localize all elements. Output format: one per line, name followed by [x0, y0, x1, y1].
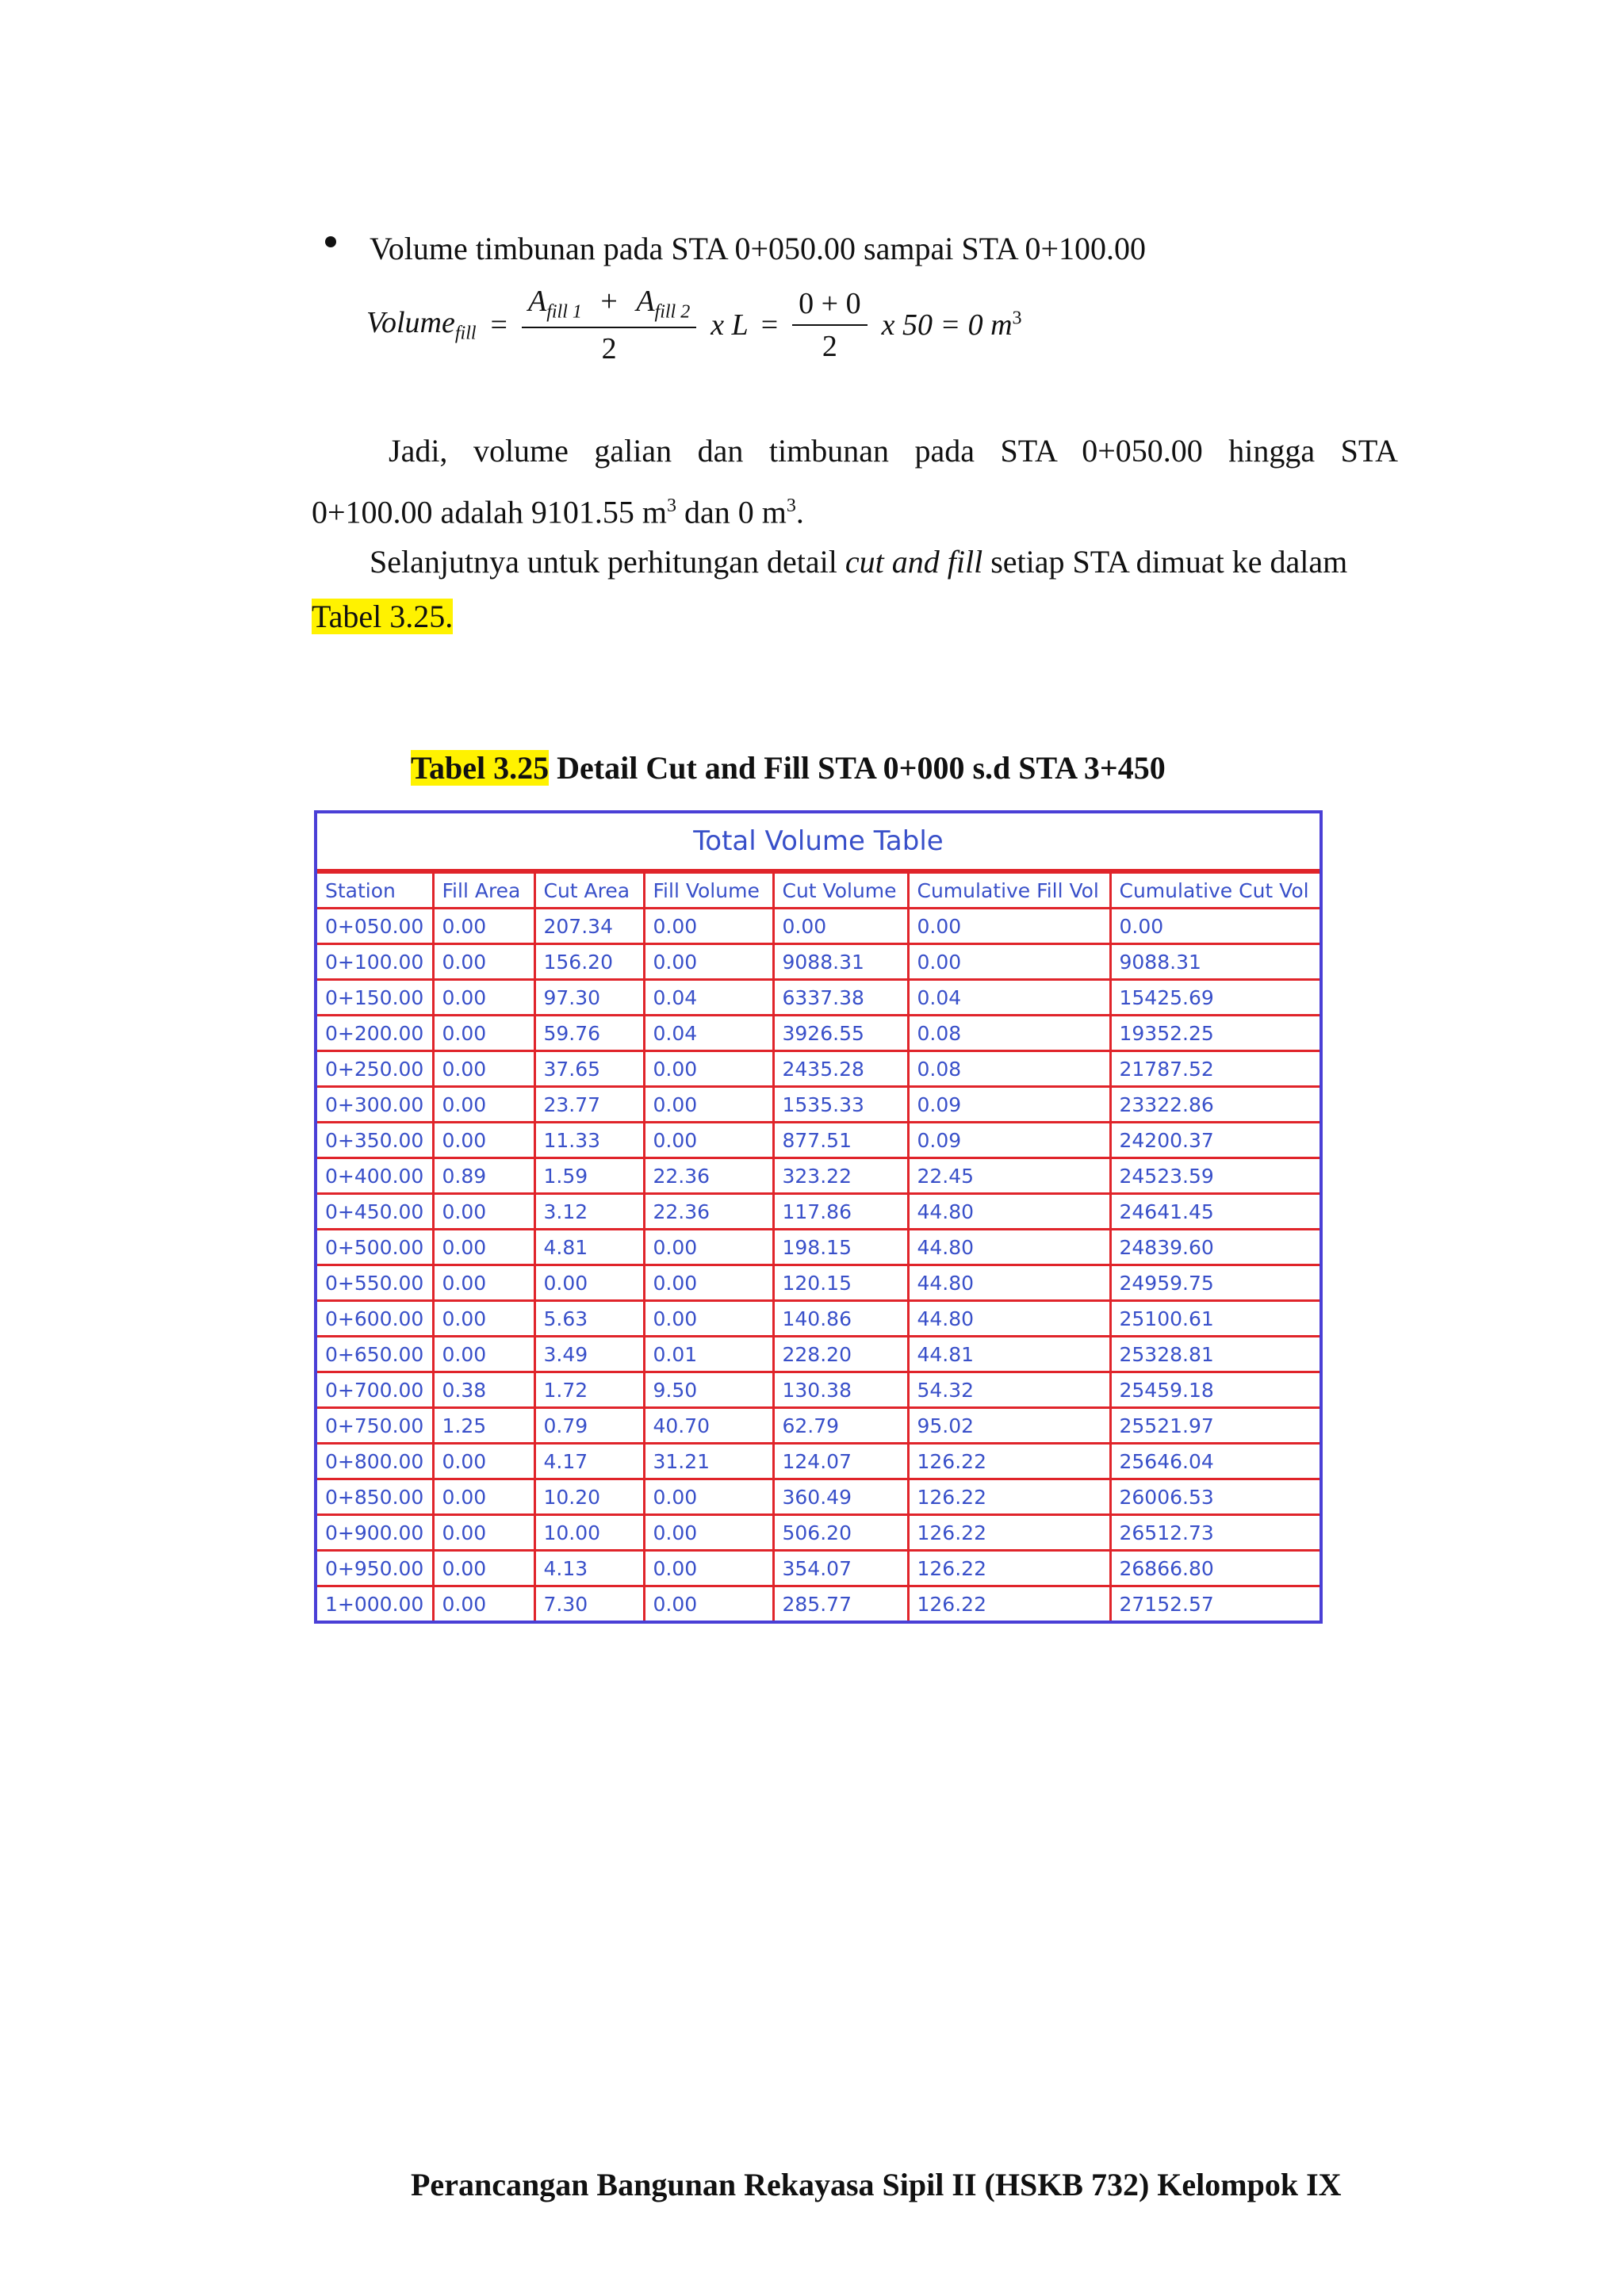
table-cell: 0+150.00 [317, 980, 433, 1016]
table-cell: 0+850.00 [317, 1479, 433, 1515]
table-cell: 11.33 [534, 1123, 644, 1158]
table-cell: 97.30 [534, 980, 644, 1016]
table-cell: 0+650.00 [317, 1337, 433, 1372]
table-cell: 95.02 [908, 1408, 1110, 1444]
column-header: Cumulative Cut Vol [1110, 873, 1320, 909]
table-cell: 0+550.00 [317, 1265, 433, 1301]
table-cell: 0.04 [644, 1016, 773, 1051]
table-cell: 126.22 [908, 1515, 1110, 1551]
table-cell: 207.34 [534, 909, 644, 944]
table-cell: 0.00 [644, 944, 773, 980]
table-row [317, 1265, 1320, 1301]
table-cell: 0.00 [433, 1087, 534, 1123]
table-cell: 0.00 [644, 1479, 773, 1515]
table-cell: 7.30 [534, 1586, 644, 1621]
table-cell: 124.07 [773, 1444, 908, 1479]
table-cell: 877.51 [773, 1123, 908, 1158]
table-cell: 25521.97 [1110, 1408, 1320, 1444]
table-cell: 44.80 [908, 1194, 1110, 1230]
table-cell: 4.81 [534, 1230, 644, 1265]
table-cell: 0.00 [644, 909, 773, 944]
table-row [317, 1444, 1320, 1479]
table-cell: 59.76 [534, 1016, 644, 1051]
page-footer: Perancangan Bangunan Rekayasa Sipil II (HSKB 732) Kelompok IX [411, 2167, 1342, 2202]
table-cell: 130.38 [773, 1372, 908, 1408]
table-cell: 44.80 [908, 1265, 1110, 1301]
column-header: Cut Area [534, 873, 644, 909]
table-cell: 10.00 [534, 1515, 644, 1551]
table-cell: 44.81 [908, 1337, 1110, 1372]
table-cell: 26512.73 [1110, 1515, 1320, 1551]
table-cell: 1+000.00 [317, 1586, 433, 1621]
table-cell: 0+500.00 [317, 1230, 433, 1265]
table-cell: 0.00 [433, 1337, 534, 1372]
table-cell: 0.09 [908, 1087, 1110, 1123]
table-cell: 5.63 [534, 1301, 644, 1337]
eq-equals-1: = [490, 308, 508, 342]
table-cell: 228.20 [773, 1337, 908, 1372]
table-cell: 1.59 [534, 1158, 644, 1194]
table-cell: 0.08 [908, 1051, 1110, 1087]
table-cell: 1535.33 [773, 1087, 908, 1123]
table-cell: 24641.45 [1110, 1194, 1320, 1230]
column-header: Station [317, 873, 433, 909]
table-cell: 2435.28 [773, 1051, 908, 1087]
table-cell: 0.00 [644, 1230, 773, 1265]
table-cell: 4.17 [534, 1444, 644, 1479]
table-row [317, 944, 1320, 980]
table-cell: 0.00 [433, 909, 534, 944]
table-cell: 0.00 [644, 1551, 773, 1586]
table-cell: 26006.53 [1110, 1479, 1320, 1515]
table-caption-text: Detail Cut and Fill STA 0+000 s.d STA 3+450 [549, 750, 1166, 786]
table-cell: 22.45 [908, 1158, 1110, 1194]
table-cell: 4.13 [534, 1551, 644, 1586]
table-cell: 0+050.00 [317, 909, 433, 944]
table-cell: 0.00 [433, 1551, 534, 1586]
table-cell: 285.77 [773, 1586, 908, 1621]
table-row [317, 1408, 1320, 1444]
table-cell: 37.65 [534, 1051, 644, 1087]
table-cell: 117.86 [773, 1194, 908, 1230]
table-cell: 0+350.00 [317, 1123, 433, 1158]
table-cell: 25328.81 [1110, 1337, 1320, 1372]
table-reference-highlight: Tabel 3.25. [312, 599, 454, 634]
table-cell: 0.89 [433, 1158, 534, 1194]
table-cell: 126.22 [908, 1586, 1110, 1621]
table-row [317, 1123, 1320, 1158]
table-cell: 3926.55 [773, 1016, 908, 1051]
table-cell: 0+600.00 [317, 1301, 433, 1337]
table-cell: 126.22 [908, 1444, 1110, 1479]
table-cell: 15425.69 [1110, 980, 1320, 1016]
table-cell: 0+700.00 [317, 1372, 433, 1408]
table-cell: 0+950.00 [317, 1551, 433, 1586]
table-row [317, 1479, 1320, 1515]
table-caption-label: Tabel 3.25 [411, 750, 550, 786]
table-row [317, 1586, 1320, 1621]
table-cell: 0.79 [534, 1408, 644, 1444]
table-title: Total Volume Table [317, 813, 1320, 871]
table-cell: 126.22 [908, 1551, 1110, 1586]
table-header-row [317, 873, 1320, 909]
table-caption [411, 749, 1166, 786]
table-cell: 323.22 [773, 1158, 908, 1194]
table-cell: 44.80 [908, 1230, 1110, 1265]
table-cell: 0+900.00 [317, 1515, 433, 1551]
table-cell: 0.00 [644, 1301, 773, 1337]
table-row [317, 1372, 1320, 1408]
table-cell: 0.00 [433, 1515, 534, 1551]
table-cell: 25646.04 [1110, 1444, 1320, 1479]
table-cell: 0.00 [644, 1586, 773, 1621]
table-cell: 23322.86 [1110, 1087, 1320, 1123]
table-cell: 27152.57 [1110, 1586, 1320, 1621]
table-row [317, 980, 1320, 1016]
eq-equals-2: = [760, 308, 779, 342]
table-row [317, 1515, 1320, 1551]
table-cell: 24839.60 [1110, 1230, 1320, 1265]
bullet-text: Volume timbunan pada STA 0+050.00 sampai STA 0+100.00 [370, 231, 1147, 266]
table-cell: 6337.38 [773, 980, 908, 1016]
table-cell: 0+450.00 [317, 1194, 433, 1230]
table-cell: 0.38 [433, 1372, 534, 1408]
table-row [317, 1551, 1320, 1586]
table-cell: 21787.52 [1110, 1051, 1320, 1087]
table-cell: 3.49 [534, 1337, 644, 1372]
table-cell: 126.22 [908, 1479, 1110, 1515]
table-cell: 31.21 [644, 1444, 773, 1479]
table-cell: 0.01 [644, 1337, 773, 1372]
table-cell: 0.00 [433, 1265, 534, 1301]
column-header: Cumulative Fill Vol [908, 873, 1110, 909]
table-cell: 9088.31 [773, 944, 908, 980]
table-cell: 354.07 [773, 1551, 908, 1586]
table-cell: 0.00 [644, 1051, 773, 1087]
table-cell: 0.08 [908, 1016, 1110, 1051]
table-cell: 0.00 [644, 1087, 773, 1123]
table-cell: 0+800.00 [317, 1444, 433, 1479]
table-cell: 24959.75 [1110, 1265, 1320, 1301]
table-cell: 0.00 [433, 1586, 534, 1621]
table-cell: 1.72 [534, 1372, 644, 1408]
table-cell: 0.00 [433, 944, 534, 980]
table-cell: 44.80 [908, 1301, 1110, 1337]
table-row [317, 909, 1320, 944]
table-row [317, 1301, 1320, 1337]
table-cell: 0.00 [433, 1301, 534, 1337]
table-cell: 0.00 [433, 980, 534, 1016]
table-cell: 24523.59 [1110, 1158, 1320, 1194]
table-cell: 0.00 [1110, 909, 1320, 944]
table-cell: 0+400.00 [317, 1158, 433, 1194]
eq-lhs: Volume$_{fill}$ [366, 306, 477, 344]
table-cell: 0.04 [908, 980, 1110, 1016]
table-row [317, 1230, 1320, 1265]
table-cell: 140.86 [773, 1301, 908, 1337]
bullet-icon [325, 236, 336, 247]
table-row [317, 1051, 1320, 1087]
table-cell: 198.15 [773, 1230, 908, 1265]
total-volume-table [314, 810, 1323, 1624]
table-cell: 0+200.00 [317, 1016, 433, 1051]
table-cell: 0+100.00 [317, 944, 433, 980]
table-cell: 0.00 [433, 1051, 534, 1087]
table-row [317, 1194, 1320, 1230]
table-cell: 0+300.00 [317, 1087, 433, 1123]
table-cell: 156.20 [534, 944, 644, 980]
table-cell: 19352.25 [1110, 1016, 1320, 1051]
table-cell: 0.00 [433, 1123, 534, 1158]
table-cell: 360.49 [773, 1479, 908, 1515]
table-cell: 0.00 [644, 1123, 773, 1158]
paragraph-1-line-2: 0+100.00 adalah 9101.55 $m^3$ dan 0 $m^3$. [312, 494, 804, 530]
table-row [317, 1016, 1320, 1051]
table-cell: 26866.80 [1110, 1551, 1320, 1586]
table-cell: 62.79 [773, 1408, 908, 1444]
volume-table-grid [317, 871, 1320, 1621]
table-cell: 0.00 [534, 1265, 644, 1301]
table-cell: 0.00 [433, 1016, 534, 1051]
table-cell: 22.36 [644, 1158, 773, 1194]
table-cell: 0+750.00 [317, 1408, 433, 1444]
table-cell: 3.12 [534, 1194, 644, 1230]
table-cell: 25100.61 [1110, 1301, 1320, 1337]
table-cell: 9.50 [644, 1372, 773, 1408]
table-cell: 22.36 [644, 1194, 773, 1230]
eq-fraction-1: $\frac{A_{fill 1} + A_{fill 2}}{2}$ [522, 284, 696, 366]
table-cell: 0.09 [908, 1123, 1110, 1158]
table-cell: 0.00 [433, 1479, 534, 1515]
paragraph-2-line-2 [312, 590, 1398, 644]
column-header: Cut Volume [773, 873, 908, 909]
table-cell: 24200.37 [1110, 1123, 1320, 1158]
table-cell: 10.20 [534, 1479, 644, 1515]
paragraph-2-line-1: Selanjutnya untuk perhitungan detail cut and fill setiap STA dimuat ke dalam [370, 544, 1348, 580]
table-cell: 0.00 [644, 1515, 773, 1551]
table-cell: 0.00 [644, 1265, 773, 1301]
column-header: Fill Area [433, 873, 534, 909]
table-cell: 120.15 [773, 1265, 908, 1301]
table-cell: 40.70 [644, 1408, 773, 1444]
eq-fraction-2: $\frac{0 + 0}{2}$ [792, 286, 867, 364]
eq-result: x 50 = 0 $m^3$ [881, 308, 1022, 342]
table-cell: 0.00 [908, 944, 1110, 980]
table-cell: 0.04 [644, 980, 773, 1016]
table-cell: 23.77 [534, 1087, 644, 1123]
table-cell: 9088.31 [1110, 944, 1320, 980]
eq-xl: x L [710, 308, 749, 342]
volume-fill-equation [366, 281, 1022, 369]
table-cell: 0.00 [433, 1230, 534, 1265]
table-cell: 0.00 [773, 909, 908, 944]
table-cell: 25459.18 [1110, 1372, 1320, 1408]
table-cell: 54.32 [908, 1372, 1110, 1408]
table-cell: 506.20 [773, 1515, 908, 1551]
column-header: Fill Volume [644, 873, 773, 909]
table-row [317, 1337, 1320, 1372]
table-row [317, 1087, 1320, 1123]
table-row [317, 1158, 1320, 1194]
table-cell: 0.00 [433, 1194, 534, 1230]
table-cell: 0.00 [908, 909, 1110, 944]
table-cell: 0.00 [433, 1444, 534, 1479]
paragraph-1-line-1: Jadi, volume galian dan timbunan pada STA 0+050.00 hingga STA [389, 433, 1398, 469]
table-cell: 0+250.00 [317, 1051, 433, 1087]
table-cell: 1.25 [433, 1408, 534, 1444]
